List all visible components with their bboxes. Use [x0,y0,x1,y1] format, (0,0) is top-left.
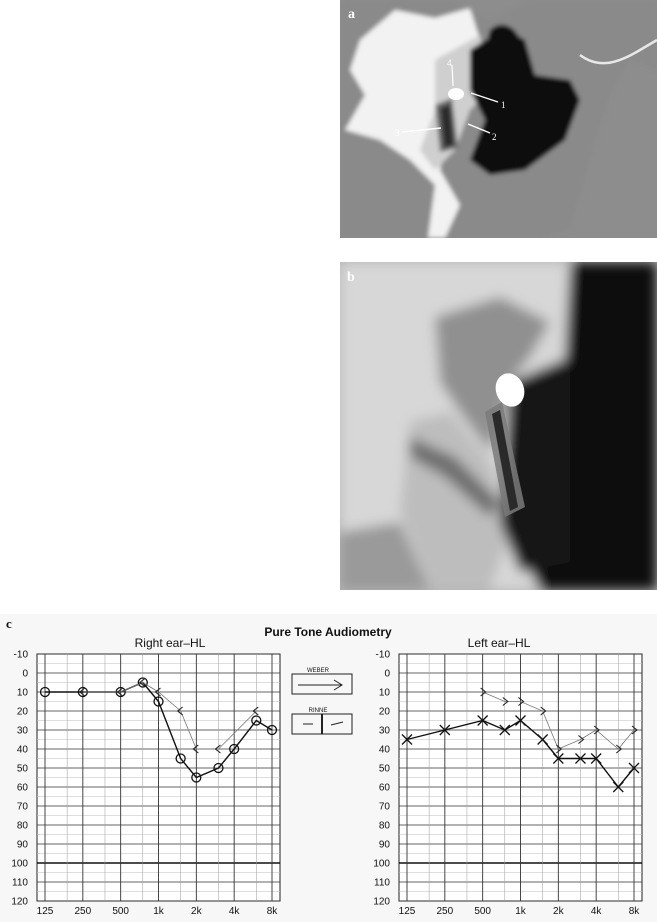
right-y-tick-label: 120 [11,896,28,908]
weber-label: WEBER [306,668,330,674]
left-ear-title: Left ear–HL [467,636,531,650]
left-x-tick-label: 8k [628,906,640,917]
left-x-tick-label: 125 [398,906,416,917]
left-y-tick-label: 90 [378,839,390,851]
panel-a-label: a [348,7,355,22]
right-y-tick-label: 10 [16,687,28,699]
left-x-tick-label: 500 [474,906,492,917]
right-ear-chart [11,650,280,918]
left-y-tick-label: 120 [373,896,390,908]
right-y-tick-label: 90 [16,839,28,851]
annotation-1: 1 [501,100,506,110]
left-y-tick-label: 0 [384,668,390,680]
left-y-tick-label: 110 [374,877,390,889]
panel-c-label: c [6,616,12,631]
left-y-tick-label: 100 [373,858,390,870]
ct-scan-image-a [340,0,657,238]
left-x-tick-label: 1k [515,906,526,917]
left-x-tick-label: 250 [436,906,454,917]
right-x-tick-label: 2k [191,906,202,917]
left-x-tick-label: 4k [590,906,602,917]
annotation-3: 3 [395,128,400,138]
right-y-tick-label: 50 [16,763,28,775]
ct-scan-image-b [340,262,657,590]
ct-scan-panel-a [340,0,657,238]
ct-scan-panel-b [340,262,657,590]
right-ear-title: Right ear–HL [134,636,206,650]
rinne-label: RINNE [308,708,328,714]
right-y-tick-label: 80 [16,820,28,832]
right-y-tick-label: -10 [13,649,28,661]
left-y-tick-label: 60 [378,782,390,794]
audiogram-svg [0,614,657,922]
left-y-tick-label: -10 [375,649,390,661]
audiogram-title: Pure Tone Audiometry [264,625,392,639]
audiogram-panel-c [0,614,657,922]
left-y-tick-label: 30 [378,725,390,737]
right-x-tick-label: 500 [112,906,130,917]
right-y-tick-label: 60 [16,782,28,794]
right-y-tick-label: 0 [22,668,28,680]
right-x-tick-label: 125 [36,906,54,917]
panel-b-label: b [347,270,355,285]
left-y-tick-label: 70 [378,801,390,813]
right-x-tick-label: 250 [74,906,92,917]
right-y-tick-label: 40 [16,744,28,756]
right-y-tick-label: 110 [12,877,28,889]
annotation-4: 4 [447,58,452,68]
right-x-tick-label: 4k [228,906,240,917]
right-y-tick-label: 30 [16,725,28,737]
left-y-tick-label: 10 [378,687,390,699]
left-y-tick-label: 80 [378,820,390,832]
right-x-tick-label: 1k [153,906,164,917]
right-y-tick-label: 70 [16,801,28,813]
left-x-tick-label: 2k [553,906,564,917]
right-x-tick-label: 8k [266,906,278,917]
left-ear-chart [373,650,642,918]
left-y-tick-label: 20 [378,706,390,718]
left-y-tick-label: 40 [378,744,390,756]
annotation-2: 2 [492,132,497,142]
right-y-tick-label: 100 [11,858,28,870]
left-y-tick-label: 50 [378,763,390,775]
right-y-tick-label: 20 [16,706,28,718]
